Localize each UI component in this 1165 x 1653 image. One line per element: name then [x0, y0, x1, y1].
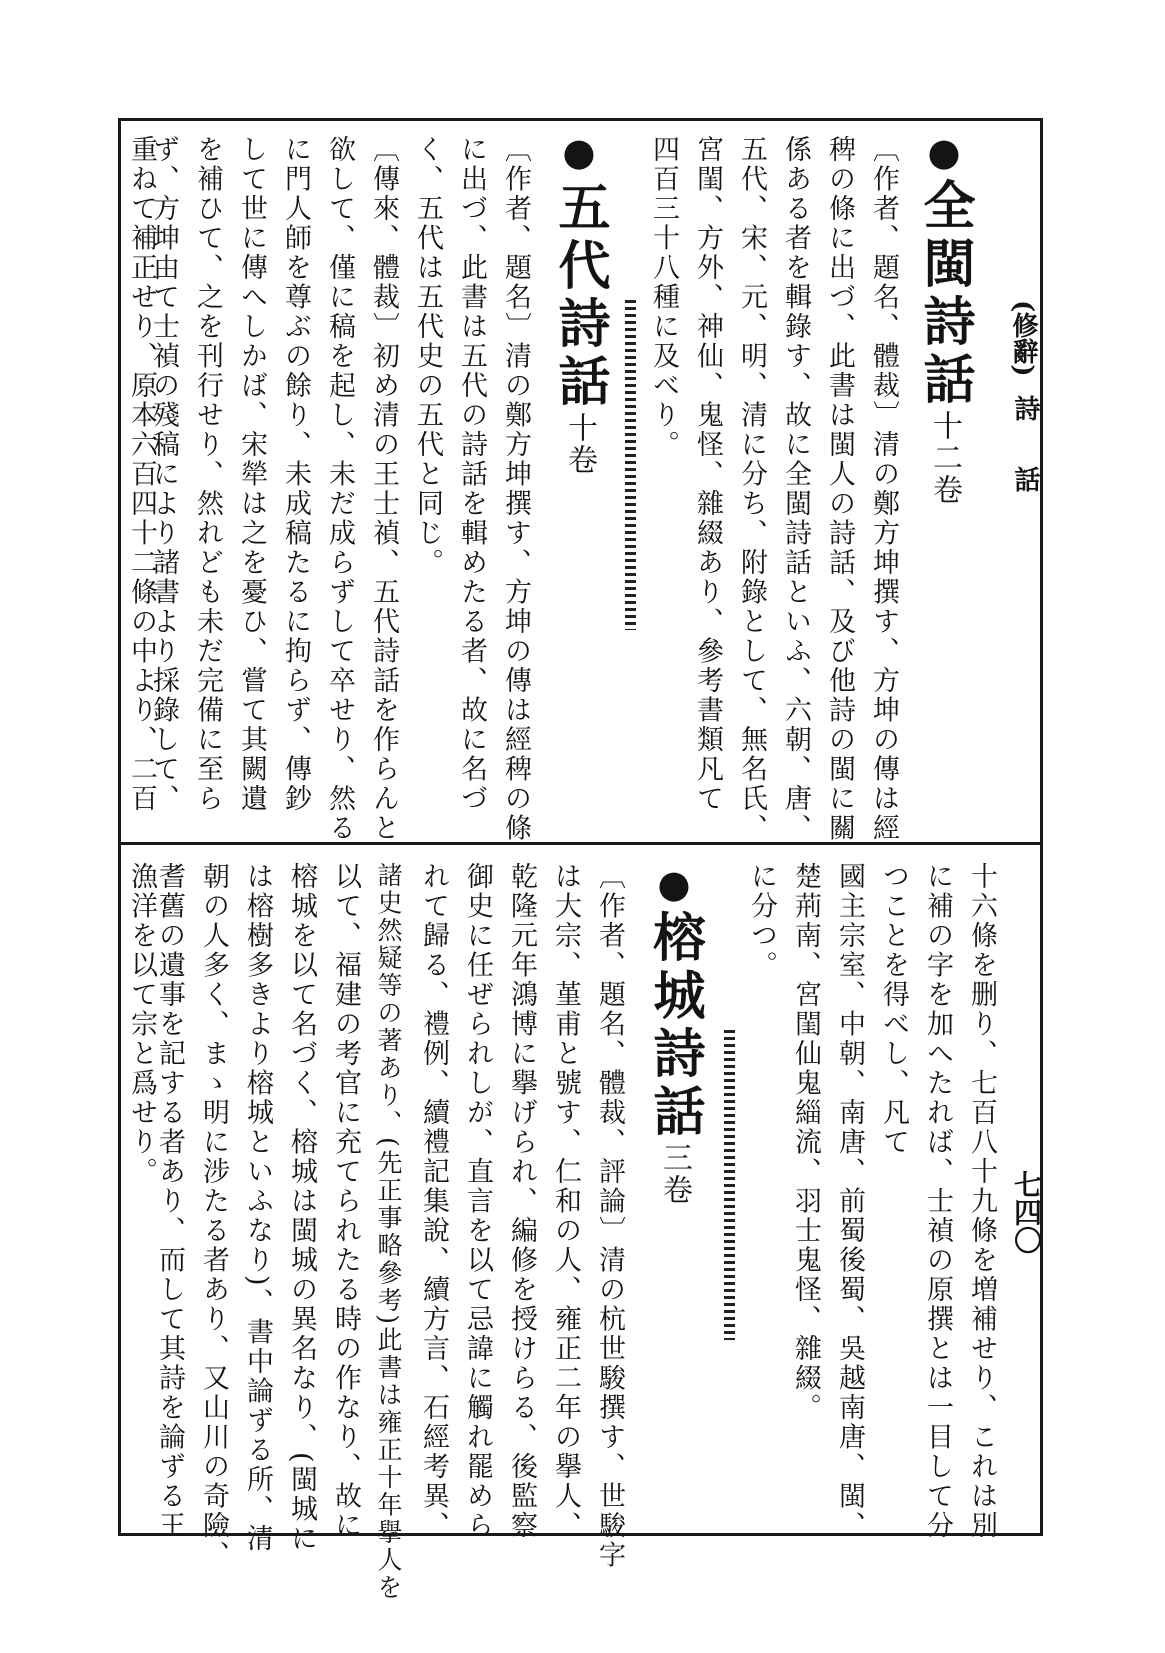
text-line: 乾隆元年鴻博に擧げられ、編修を授けらる、後監察 — [506, 862, 537, 1541]
text-line: に出づ、此書は五代の詩話を輯めたる者、故に名づ — [456, 135, 487, 814]
text-line: 欲して、僅に稿を起し、未だ成らずして卒せり、然る — [324, 135, 355, 843]
wavy-separator — [625, 300, 636, 630]
text-line: 係ある者を輯錄す、故に全閩詩話といふ、六朝、唐、 — [780, 135, 811, 843]
text-line: れて歸る、禮例、續禮記集說、續方言、石經考異、 — [418, 862, 449, 1541]
text-line: 稗の條に出づ、此書は閩人の詩話、及び他詩の閩に關 — [824, 135, 855, 843]
text-line: 諸史然疑等の著あり、(先正事略參考)此書は雍正十年擧人を — [374, 862, 403, 1602]
text-line: を補ひて、之を刊行せり、然れども未だ完備に至ら — [192, 135, 223, 814]
text-line: 〔作者、題名〕清の鄭方坤撰す、方坤の傳は經稗の條 — [500, 135, 531, 843]
text-line: して世に傳へしかば、宋犖は之を憂ひ、嘗て其闕遺 — [236, 135, 267, 814]
text-line: 國主宗室、中朝、南唐、前蜀後蜀、吳越南唐、閩、 — [834, 862, 865, 1541]
entry-title — [644, 910, 705, 1206]
text-line: に補の字を加へたれば、士禎の原撰とは一目して分 — [922, 862, 953, 1541]
text-line: 榕城を以て名づく、榕城は閩城の異名なり、(閩城に — [286, 862, 317, 1554]
entry-marker-icon: ● — [557, 130, 601, 174]
text-line: に分つ。 — [746, 862, 777, 980]
entry-title-text: 全閩詩話 — [914, 178, 975, 410]
text-line: く、五代は五代史の五代と同じ。 — [412, 135, 443, 578]
header-section: (修辭) — [1008, 300, 1038, 377]
text-line: 〔作者、題名、體裁〕清の鄭方坤撰す、方坤の傳は經 — [868, 135, 899, 843]
entry-volumes: 十卷 — [562, 412, 597, 476]
text-line: 四百三十八種に及べり。 — [648, 135, 679, 460]
entry-marker-icon: ● — [922, 130, 966, 174]
text-line: ず、方坤由て士禎の殘稿により諸書より採錄して、 — [148, 135, 179, 814]
text-line: 〔作者、題名、體裁、評論〕清の杭世駿撰す、世駿字 — [594, 862, 625, 1570]
text-line: 十六條を删り、七百八十九條を増補せり、これは別 — [966, 862, 997, 1541]
header-topic: 詩 話 — [1010, 395, 1040, 511]
wavy-separator — [724, 1030, 735, 1340]
text-line: 〔傳來、體裁〕初め清の王士禎、五代詩話を作らんと — [368, 135, 399, 843]
text-line: 以て、福建の考官に充てられたる時の作なり、故に — [330, 862, 361, 1541]
text-line: 朝の人多く、まゝ明に涉たる者あり、又山川の奇險、 — [198, 862, 229, 1570]
text-line: 耆舊の遺事を記する者あり、而して其詩を論ずる王 — [154, 862, 185, 1541]
text-line: 漁洋を以て宗と爲せり。 — [126, 862, 157, 1187]
entry-title — [914, 178, 975, 506]
entry-title-text: 五代詩話 — [549, 180, 610, 412]
text-line: に門人師を尊ぶの餘り、未成稿たるに拘らず、傳鈔 — [280, 135, 311, 814]
text-line: 五代、宋、元、明、清に分ち、附錄として、無名氏、 — [736, 135, 767, 843]
text-line: は大宗、堇甫と號す、仁和の人、雍正二年の擧人、 — [550, 862, 581, 1541]
horizontal-divider — [118, 842, 1043, 845]
text-line: 重ねて補正せり、原本六百四十二條の中より、二百 — [126, 135, 157, 814]
entry-volumes: 十二卷 — [927, 410, 962, 506]
text-line: は榕樹多きより榕城といふなり)、書中論ずる所、清 — [242, 862, 273, 1554]
text-line: 御史に任ぜられしが、直言を以て忌諱に觸れ罷めら — [462, 862, 493, 1541]
text-line: 宮閨、方外、神仙、鬼怪、雜綴あり、參考書類凡て — [692, 135, 723, 814]
text-line: 楚荊南、宮閨仙鬼緇流、羽士鬼怪、雜綴。 — [790, 862, 821, 1423]
text-line: つことを得べし、凡て — [878, 862, 909, 1157]
entry-title-text: 榕城詩話 — [644, 910, 705, 1142]
entry-volumes: 三卷 — [657, 1142, 692, 1206]
entry-marker-icon: ● — [652, 862, 696, 906]
page-number: 七四〇 — [1010, 1170, 1043, 1254]
entry-title — [549, 180, 610, 476]
